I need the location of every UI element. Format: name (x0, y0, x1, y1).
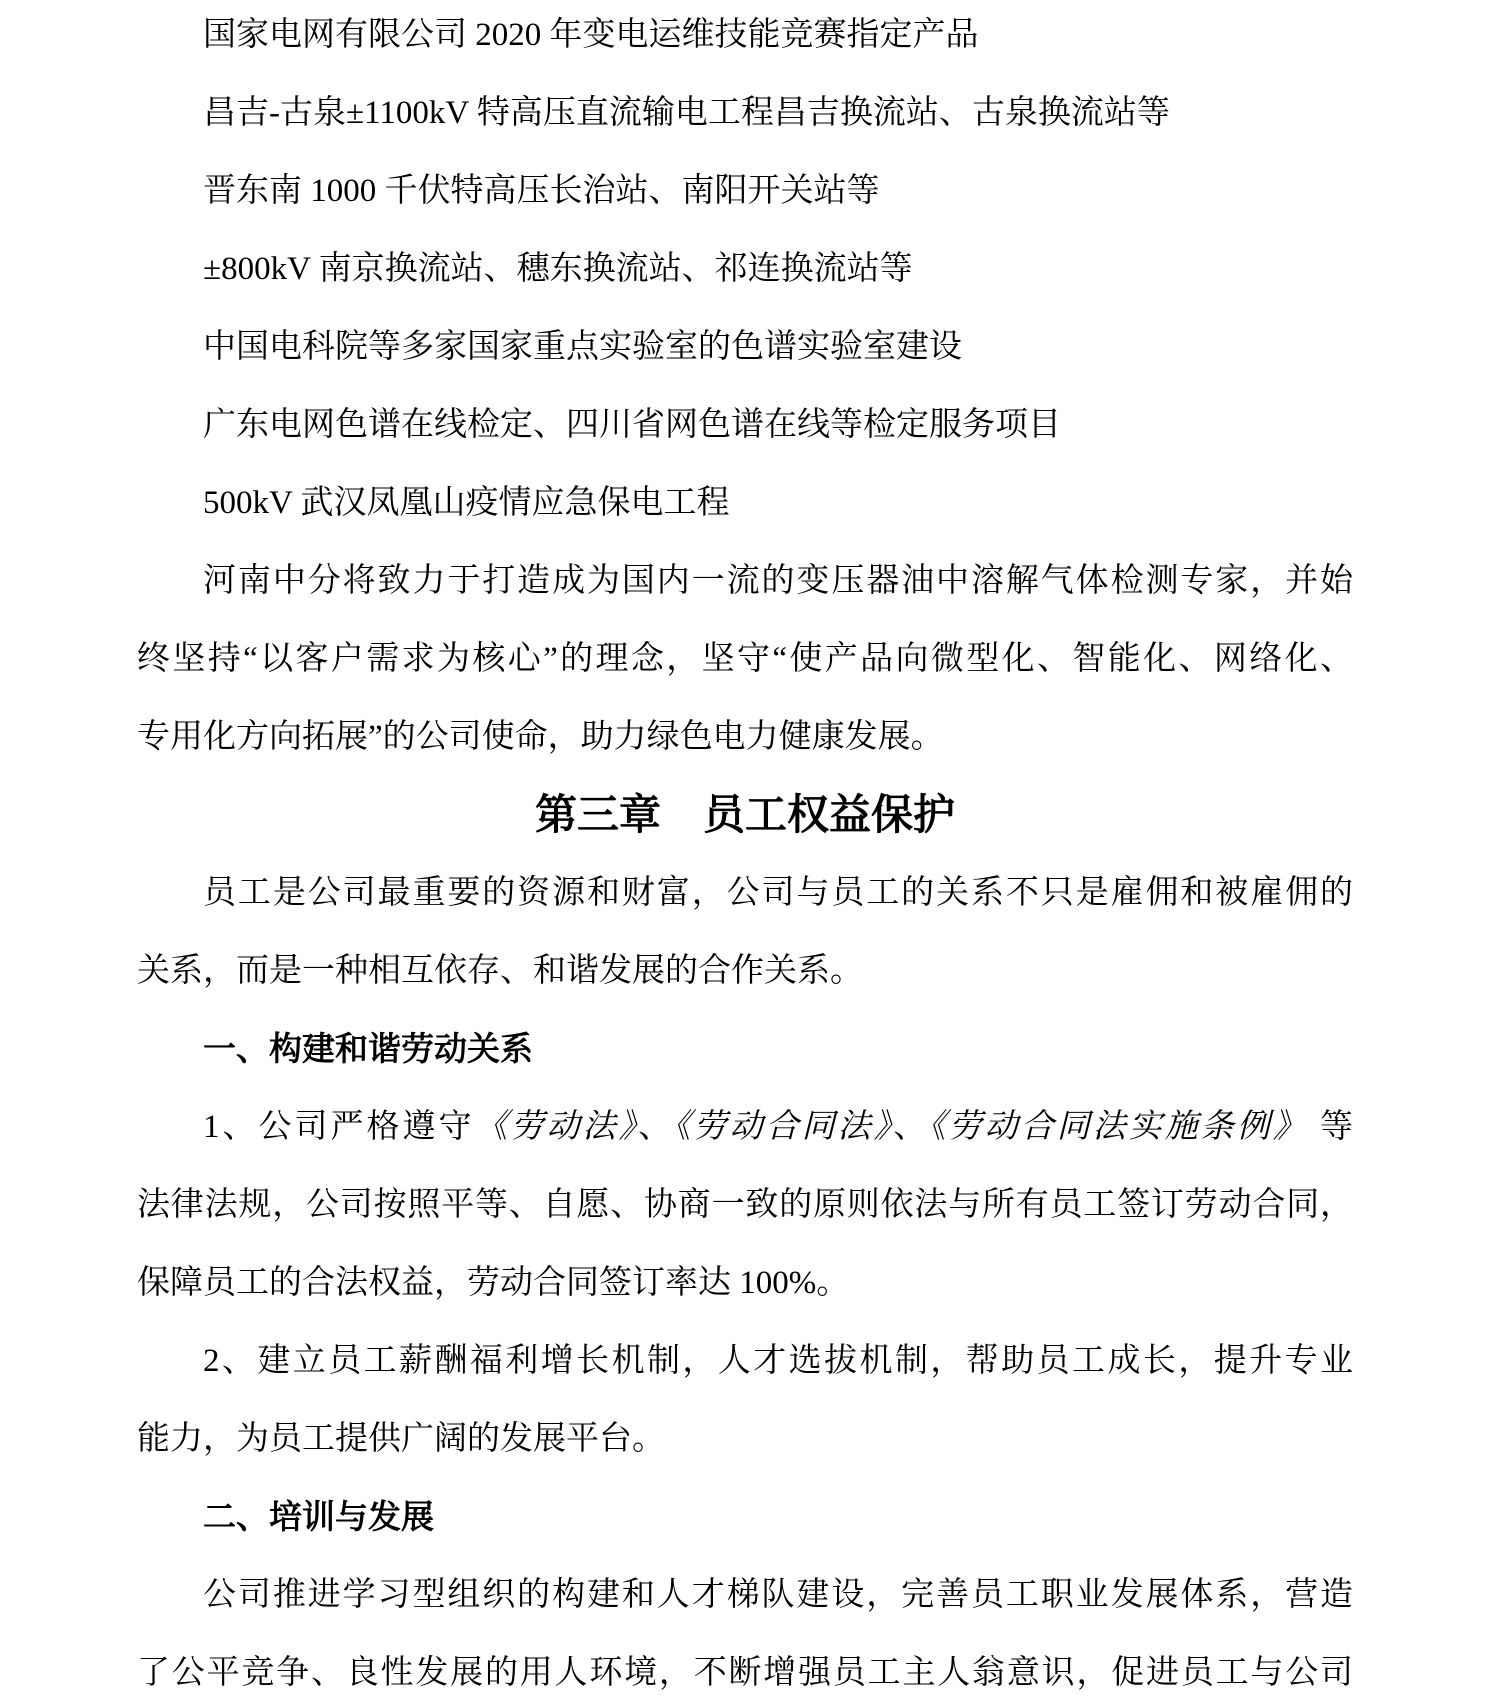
labor-law-paragraph-line: 保障员工的合法权益，劳动合同签订率达 100%。 (137, 1265, 850, 1301)
project-list-item: 国家电网有限公司 2020 年变电运维技能竞赛指定产品 (203, 17, 979, 53)
labor-law-paragraph-line (137, 1088, 1353, 1166)
mission-paragraph-line: 专用化方向拓展”的公司使命，助力绿色电力健康发展。 (137, 719, 944, 755)
training-paragraph-line: 了公平竞争、良性发展的用人环境，不断增强员工主人翁意识，促进员工与公司 (137, 1655, 1353, 1691)
labor-law-separator: 、 (893, 1109, 930, 1145)
project-list-item: 昌吉-古泉±1100kV 特高压直流输电工程昌吉换流站、古泉换流站等 (203, 95, 1170, 131)
project-list-item: 中国电科院等多家国家重点实验室的色谱实验室建设 (203, 329, 962, 365)
project-list-item: 500kV 武汉凤凰山疫情应急保电工程 (203, 485, 730, 521)
mission-paragraph-line: 终坚持“以客户需求为核心”的理念，坚守“使产品向微型化、智能化、网络化、 (137, 641, 1353, 677)
welfare-paragraph-line: 2、建立员工薪酬福利增长机制，人才选拔机制，帮助员工成长，提升专业 (203, 1343, 1353, 1379)
labor-law-text: 等 (1308, 1109, 1354, 1145)
project-list-item: 广东电网色谱在线检定、四川省网色谱在线等检定服务项目 (203, 407, 1061, 443)
labor-law-text: 1、公司严格遵守 (203, 1109, 475, 1145)
law-title-labor-contract-law: 《劳动合同法》 (674, 1109, 894, 1145)
intro-paragraph-line: 关系，而是一种相互依存、和谐发展的合作关系。 (137, 953, 863, 989)
project-list-item: ±800kV 南京换流站、穗东换流站、祁连换流站等 (203, 251, 913, 287)
mission-paragraph-line: 河南中分将致力于打造成为国内一流的变压器油中溶解气体检测专家，并始 (203, 563, 1353, 599)
law-title-implementation-regulations: 《劳动合同法实施条例》 (929, 1109, 1309, 1145)
training-paragraph-line: 公司推进学习型组织的构建和人才梯队建设，完善员工职业发展体系，营造 (203, 1577, 1353, 1613)
project-list-item: 晋东南 1000 千伏特高压长治站、南阳开关站等 (203, 173, 880, 209)
section-heading-training-development: 二、培训与发展 (203, 1498, 434, 1535)
law-title-labor-law: 《劳动法》 (474, 1109, 639, 1145)
chapter-heading: 第三章 员工权益保护 (534, 791, 955, 838)
labor-law-separator: 、 (638, 1109, 675, 1145)
labor-law-paragraph-line: 法律法规，公司按照平等、自愿、协商一致的原则依法与所有员工签订劳动合同， (137, 1187, 1353, 1223)
welfare-paragraph-line: 能力，为员工提供广阔的发展平台。 (137, 1421, 665, 1457)
intro-paragraph-line: 员工是公司最重要的资源和财富，公司与员工的关系不只是雇佣和被雇佣的 (203, 875, 1353, 911)
section-heading-labor-relations: 一、构建和谐劳动关系 (203, 1030, 533, 1067)
